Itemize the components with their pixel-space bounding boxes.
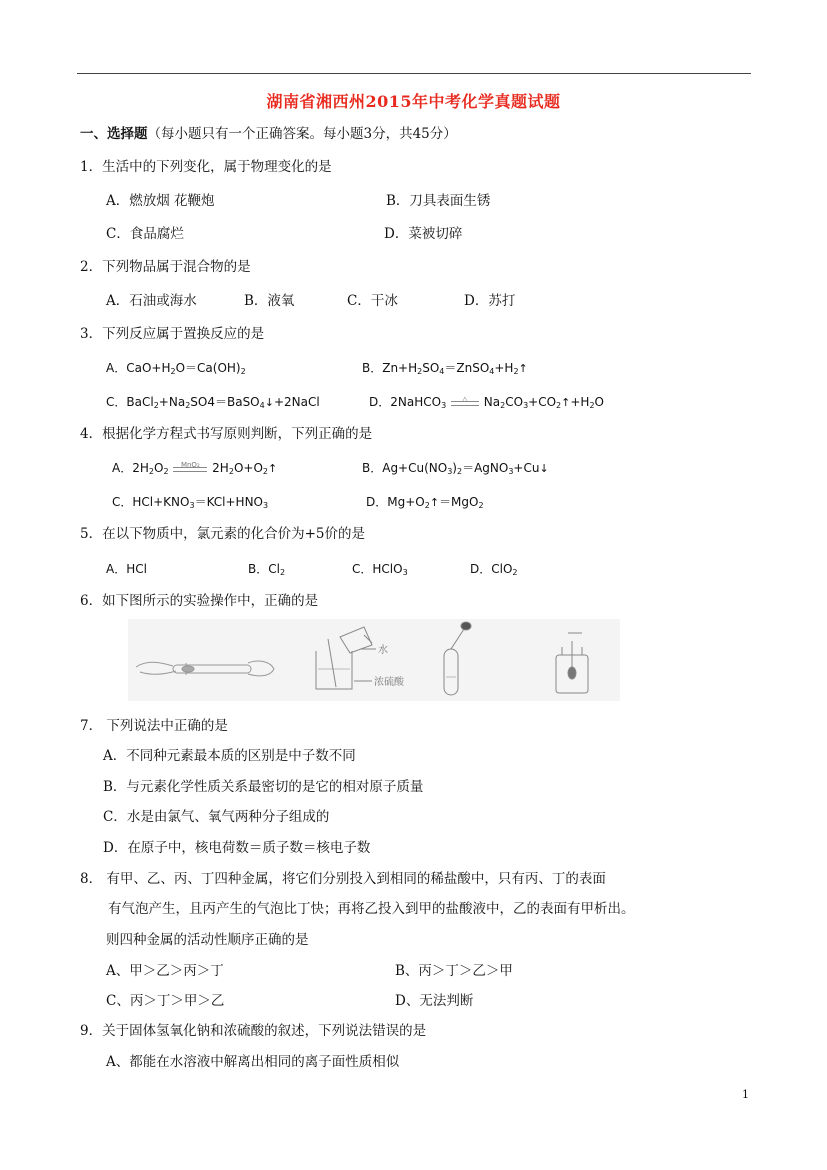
gas-arrow-icon: ↑ (518, 362, 528, 375)
question-5-option-b: B．$Cl_2$ (248, 562, 286, 577)
question-8-stem-line-2: 有气泡产生，且丙产生的气泡比丁快；再将乙投入到甲的盐酸液中，乙的表面有甲析出。 (108, 901, 635, 917)
question-7-stem: 7． 下列说法中正确的是 (80, 718, 228, 734)
question-1-option-b: B．刀具表面生锈 (386, 193, 491, 209)
option-a-test-tube-icon (136, 661, 274, 676)
question-7-option-b: B．与元素化学性质关系最密切的是它的相对原子质量 (103, 779, 424, 795)
option-prefix: D． (470, 562, 492, 576)
question-9-option-a: A、都能在水溶液中解离出相同的离子面性质相似 (106, 1054, 400, 1070)
question-2-option-c: C．干冰 (347, 293, 398, 309)
question-5-option-c: C．HClO$_3$ (352, 562, 408, 577)
question-3-option-a: A．$CaO+H_2O=Ca(OH)_2$ (106, 361, 246, 376)
question-5-option-d: D．ClO$_2$ (470, 562, 518, 577)
option-prefix: B． (248, 562, 269, 576)
question-7-option-d: D．在原子中，核电荷数＝质子数＝核电子数 (103, 840, 371, 856)
option-prefix: B． (362, 361, 383, 375)
question-3-option-b: B．$Zn+H_2SO_4=ZnSO_4+H_2↑$ (362, 361, 528, 376)
section-note: （每小题只有一个正确答案。每小题3分，共45分） (147, 126, 457, 142)
option-prefix: C． (112, 495, 133, 509)
question-8-option-a: A、甲＞乙＞丙＞丁 (106, 963, 224, 979)
question-1-option-c: C．食品腐烂 (106, 226, 184, 242)
question-4-option-a: A．$2H_2O_2$ MnO₂ $2H_2O+O_2↑$ (112, 459, 277, 478)
heating-condition-icon: △ (450, 393, 480, 409)
question-7-option-a: A．不同种元素最本质的区别是中子数不同 (103, 748, 356, 764)
option-prefix: C． (106, 395, 127, 409)
question-3-stem: 3．下列反应属于置换反应的是 (80, 326, 265, 342)
option-prefix: D． (366, 495, 388, 509)
question-4-option-d: D．$Mg+O_2↑=MgO_2$ (366, 495, 484, 510)
question-4-option-c: C．$HCl+KNO_3=KCl+HNO_3$ (112, 495, 269, 510)
question-2-stem: 2．下列物品属于混合物的是 (80, 259, 251, 275)
option-prefix: B． (362, 461, 383, 475)
question-9-stem: 9．关于固体氢氧化钠和浓硫酸的叙述，下列说法错误的是 (80, 1023, 427, 1039)
option-prefix: D． (369, 395, 391, 409)
option-b-dilution-icon (316, 627, 376, 689)
option-prefix: A． (112, 461, 133, 475)
question-2-option-b: B．液氧 (244, 293, 295, 309)
lab-operations-drawing (128, 619, 620, 701)
question-8-option-d: D、无法判断 (395, 993, 474, 1009)
question-7-option-c: C．水是由氯气、氧气两种分子组成的 (103, 809, 330, 825)
question-3-option-c: C．$BaCl_2+Na_2SO4=BaSO_4↓+2NaCl$ (106, 395, 320, 410)
question-8-option-b: B、丙＞丁＞乙＞甲 (395, 963, 513, 979)
precipitate-arrow-icon: ↓ (264, 396, 274, 409)
lab-operations-figure (128, 619, 620, 701)
gas-arrow-icon: ↑ (429, 496, 440, 509)
option-prefix: C． (352, 562, 373, 576)
question-2-option-a: A．石油或海水 (106, 293, 197, 309)
section-heading-label: 一、选择题 (80, 126, 148, 142)
question-4-option-b: B．$Ag+Cu(NO_3)_2=AgNO_3+Cu↓$ (362, 461, 549, 476)
option-c-dropper-icon (444, 622, 471, 695)
question-6-stem: 6．如下图所示的实验操作中，正确的是 (80, 593, 319, 609)
section-heading (80, 125, 457, 143)
gas-arrow-icon: ↑ (561, 396, 571, 409)
question-1-option-d: D．菜被切碎 (384, 226, 463, 242)
question-8-stem-line-1: 8． 有甲、乙、丙、丁四种金属，将它们分别投入到相同的稀盐酸中，只有丙、丁的表面 (80, 871, 606, 887)
question-5-option-a: A．HCl (106, 562, 147, 576)
option-d-bottle-icon (556, 633, 588, 693)
question-5-stem: 5．在以下物质中，氯元素的化合价为+5价的是 (80, 526, 365, 542)
header-rule (77, 73, 751, 74)
question-4-stem: 4．根据化学方程式书写原则判断，下列正确的是 (80, 426, 373, 442)
question-3-option-d: D．2NaHCO$_3$ △ $Na_2CO_3+CO_2↑+H_2O$ (369, 395, 604, 410)
gas-arrow-icon: ↑ (267, 462, 278, 475)
page-title: 湖南省湘西州2015年中考化学真题试题 (266, 92, 561, 111)
question-8-stem-line-3: 则四种金属的活动性顺序正确的是 (106, 932, 309, 948)
acid-label: 浓硫酸 (374, 677, 404, 688)
option-prefix: A． (106, 361, 127, 375)
precipitate-arrow-icon: ↓ (539, 462, 549, 475)
catalyst-condition (172, 459, 208, 475)
question-8-option-c: C、丙＞丁＞甲＞乙 (106, 993, 225, 1009)
question-1-stem: 1．生活中的下列变化，属于物理变化的是 (80, 159, 332, 175)
catalyst-label: MnO₂ (180, 461, 200, 469)
water-label: 水 (378, 645, 388, 656)
question-1-option-a: A．燃放烟 花鞭炮 (106, 193, 215, 209)
page-number: 1 (742, 1088, 749, 1101)
question-2-option-d: D．苏打 (464, 293, 516, 309)
